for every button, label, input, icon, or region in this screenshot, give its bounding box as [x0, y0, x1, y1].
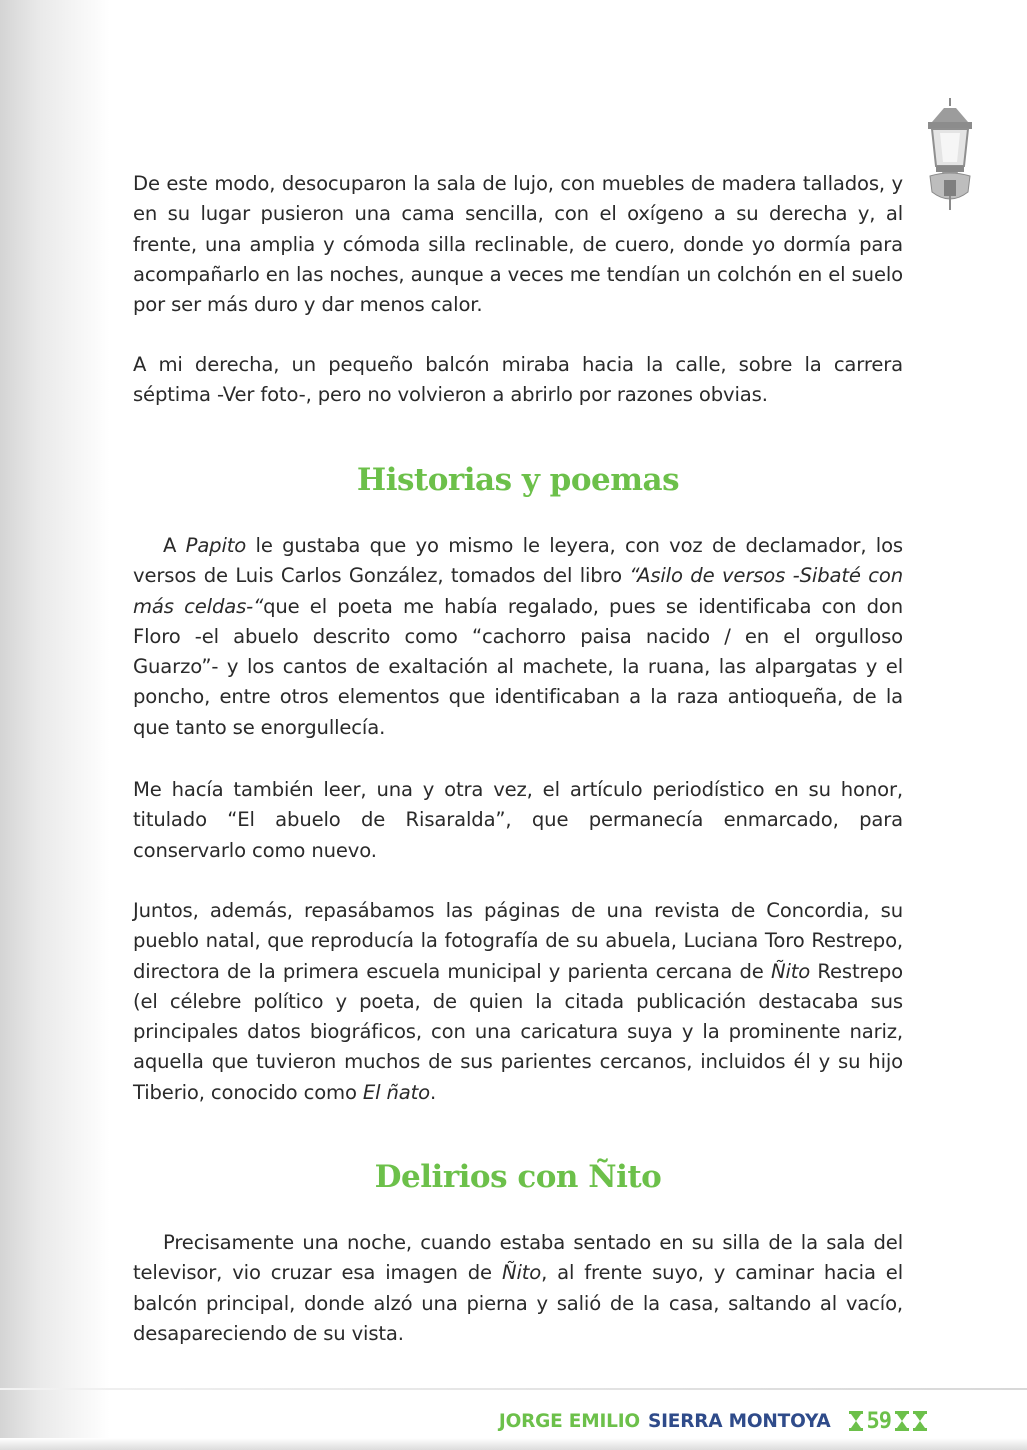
hourglass-icon	[849, 1411, 863, 1431]
author-first-name: JORGE EMILIO	[498, 1410, 640, 1432]
section-heading-delirios: Delirios con Ñito	[374, 1159, 662, 1195]
paragraph-3-italic-book-title: “Asilo de versos -Sibaté con más celdas-“	[133, 564, 903, 618]
page-bottom-shadow	[0, 1438, 1027, 1450]
paragraph-5-text-b: Restrepo (el célebre político y poeta, de quien la citada publicación destacaba sus principales datos biográficos, con una caricatura suya y la prominente nariz, aquella que tuvieron muchos de sus parientes cercanos, incluidos él y su hijo Tiberio, conocido como	[133, 959, 903, 1104]
paragraph-6	[133, 1228, 903, 1349]
section-heading-historias: Historias y poemas	[356, 462, 680, 498]
paragraph-5-italic-el-nato: El ñato	[362, 1080, 431, 1104]
paragraph-3	[133, 531, 903, 743]
page-number: 59	[866, 1408, 891, 1434]
paragraph-4-block	[133, 775, 903, 866]
paragraph-2-block	[133, 350, 903, 411]
paragraph-4: Me hacía también leer, una y otra vez, el artículo periodístico en su honor, titulado “El abuelo de Risaralda”, que permanecía enmarcado, para conservarlo como nuevo.	[133, 778, 903, 862]
author-last-name: SIERRA MONTOYA	[647, 1410, 831, 1432]
paragraph-3-text-b: le gustaba que yo mismo le leyera, con voz de declamador, los versos de Luis Carlos González, tomados del libro	[133, 534, 903, 588]
paragraph-6-italic-nito: Ñito	[501, 1261, 542, 1285]
paragraph-2: A mi derecha, un pequeño balcón miraba hacia la calle, sobre la carrera séptima -Ver foto-, pero no volvieron a abrirlo por razones obvias.	[133, 353, 903, 407]
street-lamp-icon	[922, 96, 978, 214]
paragraph-6-text-a: Precisamente una noche, cuando estaba sentado en su silla de la sala del televisor, vio cruzar esa imagen de	[133, 1231, 903, 1285]
paragraph-1-block	[133, 169, 903, 320]
paragraph-3-text-c: que el poeta me había regalado, pues se identificaba con don Floro -el abuelo descrito como “cachorro paisa nacido / en el orgulloso Guarzo”- y los cantos de exaltación al machete, la ruana, las alpargatas y el poncho, entre otros elementos que identificaban a la raza antioqueña, de la que tanto se enorgullecía.	[133, 594, 903, 739]
paragraph-3-text-a: A	[163, 534, 186, 557]
paragraph-3-block	[133, 531, 903, 743]
hourglass-icon	[913, 1411, 927, 1431]
page-gutter-shadow	[0, 0, 110, 1450]
paragraph-5-block	[133, 896, 903, 1108]
hourglass-icon	[895, 1411, 909, 1431]
page-footer	[499, 1404, 927, 1438]
paragraph-6-block	[133, 1228, 903, 1349]
paragraph-5	[133, 896, 903, 1108]
paragraph-3-italic-papito: Papito	[185, 534, 247, 557]
paragraph-5-text-a: Juntos, además, repasábamos las páginas de una revista de Concordia, su pueblo natal, que reproducía la fotografía de su abuela, Luciana Toro Restrepo, directora de la primera escuela municipal y parienta cercana de	[133, 899, 903, 983]
footer-divider	[0, 1388, 1027, 1390]
paragraph-5-text-c: .	[430, 1080, 437, 1104]
paragraph-5-italic-nito: Ñito	[770, 959, 811, 983]
paragraph-1: De este modo, desocuparon la sala de lujo, con muebles de madera tallados, y en su lugar pusieron una cama sencilla, con el oxígeno a su derecha y, al frente, una amplia y cómoda silla reclinable, de cuero, donde yo dormía para acompañarlo en las noches, aunque a veces me tendían un colchón en el suelo por ser más duro y dar menos calor.	[133, 172, 903, 317]
paragraph-6-text-b: , al frente suyo, y caminar hacia el balcón principal, donde alzó una pierna y salió de la casa, saltando al vacío, desapareciendo de su vista.	[133, 1261, 903, 1345]
